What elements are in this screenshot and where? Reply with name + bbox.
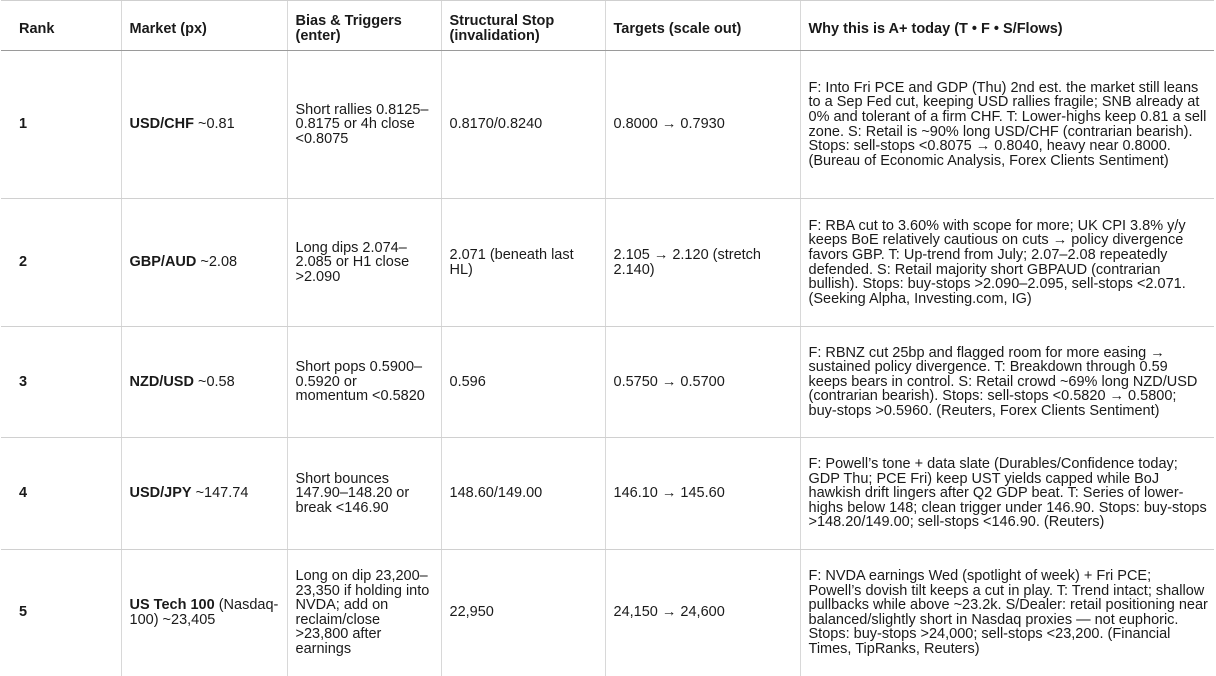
market-cell — [121, 51, 287, 199]
stop-cell: 0.596 — [441, 327, 605, 438]
targets-cell: 0.5750 → 0.5700 — [605, 327, 800, 438]
bias-cell: Long dips 2.074–2.085 or H1 close >2.090 — [287, 199, 441, 327]
table-row — [1, 199, 1214, 327]
rank-cell: 1 — [1, 51, 121, 199]
header-market: Market (px) — [121, 1, 287, 51]
why-cell: F: RBA cut to 3.60% with scope for more; UK CPI 3.8% y/y keeps BoE relatively cautious on cuts → policy divergence favors GBP. T: Up-trend from July; 2.07–2.08 repeatedly defended. S: Retail majority short GBPAUD (contrarian bullish). Stops: buy-stops >2.090–2.095, sell-stops <2.071. (Seeking Alpha, Investing.com, IG) — [800, 199, 1214, 327]
stop-cell: 22,950 — [441, 550, 605, 676]
trade-setups-table — [1, 0, 1214, 676]
rank-cell: 5 — [19, 604, 28, 621]
header-stop: Structural Stop (invalidation) — [441, 1, 605, 51]
rank-cell: 2 — [1, 199, 121, 327]
market-symbol: NZD/USD — [129, 373, 194, 390]
market-cell — [121, 327, 287, 438]
table-row — [1, 550, 1214, 676]
bias-cell: Short bounces 147.90–148.20 or break <146.90 — [287, 438, 441, 550]
bias-cell: Short pops 0.5900–0.5920 or momentum <0.5820 — [287, 327, 441, 438]
bias-cell: Long on dip 23,200–23,350 if holding into NVDA; add on reclaim/close >23,800 after earnings — [287, 550, 441, 676]
table-body — [1, 51, 1214, 676]
stop-cell: 148.60/149.00 — [441, 438, 605, 550]
targets-cell: 0.8000 → 0.7930 — [605, 51, 800, 199]
header-row — [1, 1, 1214, 51]
why-cell: F: NVDA earnings Wed (spotlight of week) + Fri PCE; Powell’s dovish tilt keeps a cut in play. T: Trend intact; shallow pullbacks while above ~23.2k. S/Dealer: retail positioning near balanced/slightly short in Nasdaq proxies — not euphoric. Stops: buy-stops >24,000; sell-stops <23,200. (Financial Times, TipRanks, Reuters) — [800, 550, 1214, 676]
why-cell: F: Into Fri PCE and GDP (Thu) 2nd est. the market still leans to a Sep Fed cut, keeping USD rallies fragile; SNB already at 0% and tolerant of a firm CHF. T: Lower-highs keep 0.81 a sell zone. S: Retail is ~90% long USD/CHF (contrarian bearish). Stops: sell-stops <0.8075 → 0.8040, heavy near 0.8000. (Bureau of Economic Analysis, Forex Clients Sentiment) — [800, 51, 1214, 199]
market-cell — [121, 438, 287, 550]
market-price: ~2.08 — [196, 254, 238, 271]
market-symbol: US Tech 100 — [129, 597, 215, 614]
why-cell: F: Powell’s tone + data slate (Durables/Confidence today; GDP Thu; PCE Fri) keep UST yields capped while BoJ hawkish drift lingers after Q2 GDP beat. T: Series of lower-highs below 148; clean trigger under 146.90. Stops: buy-stops >148.20/149.00; sell-stops <146.90. (Reuters) — [800, 438, 1214, 550]
market-price: ~0.81 — [193, 116, 235, 133]
stop-cell: 2.071 (beneath last HL) — [441, 199, 605, 327]
why-cell: F: RBNZ cut 25bp and flagged room for more easing → sustained policy divergence. T: Breakdown through 0.59 keeps bears in control. S: Retail crowd ~69% long NZD/USD (contrarian bearish). Stops: sell-stops <0.5820 → 0.5800; buy-stops >0.5960. (Reuters, Forex Clients Sentiment) — [800, 327, 1214, 438]
market-symbol: USD/JPY — [129, 485, 192, 502]
header-targets: Targets (scale out) — [605, 1, 800, 51]
table-row — [1, 438, 1214, 550]
table-header — [1, 1, 1214, 51]
targets-cell: 2.105 → 2.120 (stretch 2.140) — [605, 199, 800, 327]
market-cell — [121, 550, 287, 676]
header-bias: Bias & Triggers (enter) — [287, 1, 441, 51]
bias-cell: Short rallies 0.8125–0.8175 or 4h close <0.8075 — [287, 51, 441, 199]
rank-cell: 4 — [1, 438, 121, 550]
market-price: ~0.58 — [193, 373, 235, 390]
targets-cell: 146.10 → 145.60 — [605, 438, 800, 550]
header-why: Why this is A+ today (T • F • S/Flows) — [800, 1, 1214, 51]
rank-cell: 3 — [1, 327, 121, 438]
market-symbol: USD/CHF — [129, 116, 194, 133]
table-row — [1, 327, 1214, 438]
market-symbol: GBP/AUD — [129, 254, 197, 271]
market-cell — [121, 199, 287, 327]
stop-cell: 0.8170/0.8240 — [441, 51, 605, 199]
table-row — [1, 51, 1214, 199]
market-price: ~147.74 — [191, 485, 249, 502]
header-rank: Rank — [1, 1, 121, 51]
market-price: (Nasdaq-100) ~23,405 — [129, 597, 279, 628]
targets-cell: 24,150 → 24,600 — [605, 550, 800, 676]
